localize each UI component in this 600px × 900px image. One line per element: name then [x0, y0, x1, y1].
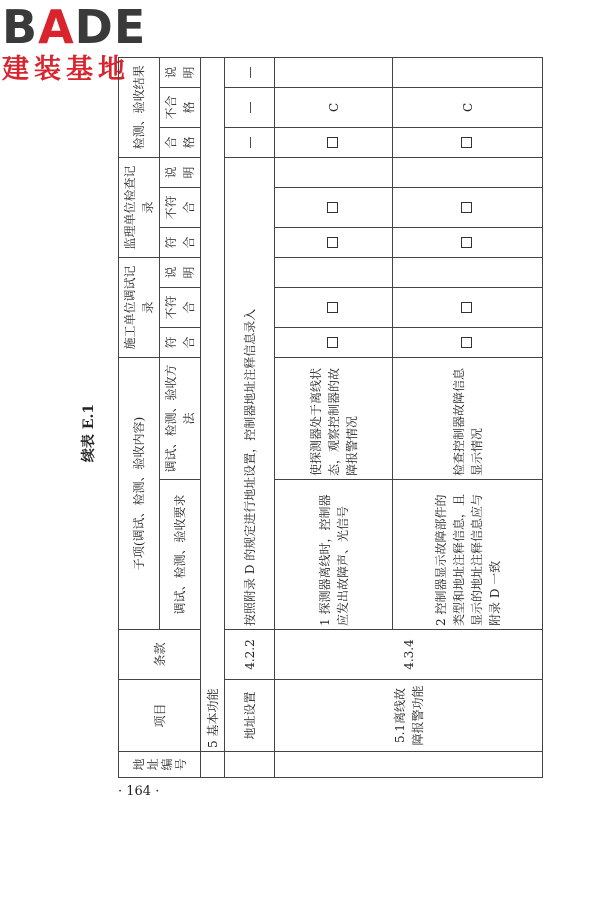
header-requirement: 调试、检测、验收要求: [160, 480, 201, 630]
header-result: 检测、验收结果: [119, 57, 160, 157]
section-title: 5 基本功能: [201, 57, 225, 751]
row3-method: 检查控制器故障信息显示情况: [393, 358, 543, 480]
row2-construction-pass[interactable]: [275, 328, 393, 358]
logo-letters-de: DE: [74, 0, 147, 54]
logo-letter-b: B: [2, 0, 39, 54]
checkbox-icon: [327, 137, 338, 148]
header-seq: 地址编号: [119, 752, 201, 778]
header-pass-2: 符合: [160, 227, 201, 257]
header-method: 调试、检测、验收方法: [160, 358, 201, 480]
header-fail-2: 不符合: [160, 187, 201, 227]
row1-content: 按照附录 D 的规定进行地址设置，控制器地址注释信息录入: [225, 157, 275, 629]
row2-result-note: [275, 57, 393, 87]
rotated-table-page: [81, 65, 538, 778]
checkbox-icon: [461, 137, 472, 148]
row3-result-qualified[interactable]: [393, 127, 543, 157]
header-unqualified: 不合格: [160, 87, 201, 127]
page-number: · 164 ·: [118, 784, 160, 799]
checkbox-icon: [461, 202, 472, 213]
section-seq: [201, 752, 225, 778]
row2-clause: 4.3.4: [275, 630, 543, 680]
row3-requirement: 2 控制器显示故障部件的类型和地址注释信息，且显示的地址注释信息应与附录 D 一致: [393, 480, 543, 630]
row2-seq: [275, 752, 543, 778]
header-pass-1: 符合: [160, 328, 201, 358]
header-qualified: 合格: [160, 127, 201, 157]
row1-seq: [225, 752, 275, 778]
row3-result-unqualified: C: [393, 87, 543, 127]
row1-result-unqualified: —: [225, 87, 275, 127]
checkbox-icon: [327, 237, 338, 248]
checkbox-icon: [327, 202, 338, 213]
row2-result-qualified[interactable]: [275, 127, 393, 157]
row2-project: 5.1离线故障报警功能: [275, 680, 543, 752]
row3-result-note: [393, 57, 543, 87]
checkbox-icon: [327, 337, 338, 348]
row3-supervision-pass[interactable]: [393, 227, 543, 257]
header-supervision: 监理单位检查记录: [119, 157, 160, 257]
checkbox-icon: [327, 302, 338, 313]
row2-result-unqualified: C: [275, 87, 393, 127]
row3-supervision-fail[interactable]: [393, 187, 543, 227]
row2-method: 使探测器处于离线状态，观察控制器的故障报警情况: [275, 358, 393, 480]
header-note-3: 说明: [160, 57, 201, 87]
row2-supervision-fail[interactable]: [275, 187, 393, 227]
row2-construction-fail[interactable]: [275, 288, 393, 328]
header-clause: 条款: [119, 630, 201, 680]
row2-construction-note: [275, 257, 393, 287]
row1-clause: 4.2.2: [225, 630, 275, 680]
row3-construction-note: [393, 257, 543, 287]
header-fail-1: 不符合: [160, 288, 201, 328]
row3-construction-fail[interactable]: [393, 288, 543, 328]
checkbox-icon: [461, 302, 472, 313]
logo-letter-a: A: [38, 0, 75, 54]
header-construction: 施工单位调试记录: [119, 257, 160, 357]
row3-construction-pass[interactable]: [393, 328, 543, 358]
row2-requirement: 1 探测器离线时，控制器应发出故障声、光信号: [275, 480, 393, 630]
checkbox-icon: [461, 337, 472, 348]
logo-subtitle: 建装基地: [2, 54, 130, 85]
row3-supervision-note: [393, 157, 543, 187]
header-project: 项目: [119, 680, 201, 752]
row2-supervision-note: [275, 157, 393, 187]
inspection-table: [118, 57, 543, 778]
checkbox-icon: [461, 237, 472, 248]
row1-result-note: —: [225, 57, 275, 87]
header-note-2: 说明: [160, 157, 201, 187]
header-note-1: 说明: [160, 257, 201, 287]
row1-project: 地址设置: [225, 680, 275, 752]
table-caption: 续表 E.1: [81, 403, 97, 463]
row2-supervision-pass[interactable]: [275, 227, 393, 257]
header-subitem: 子项(调试、检测、验收内容): [119, 358, 160, 630]
row1-result-qualified: —: [225, 127, 275, 157]
